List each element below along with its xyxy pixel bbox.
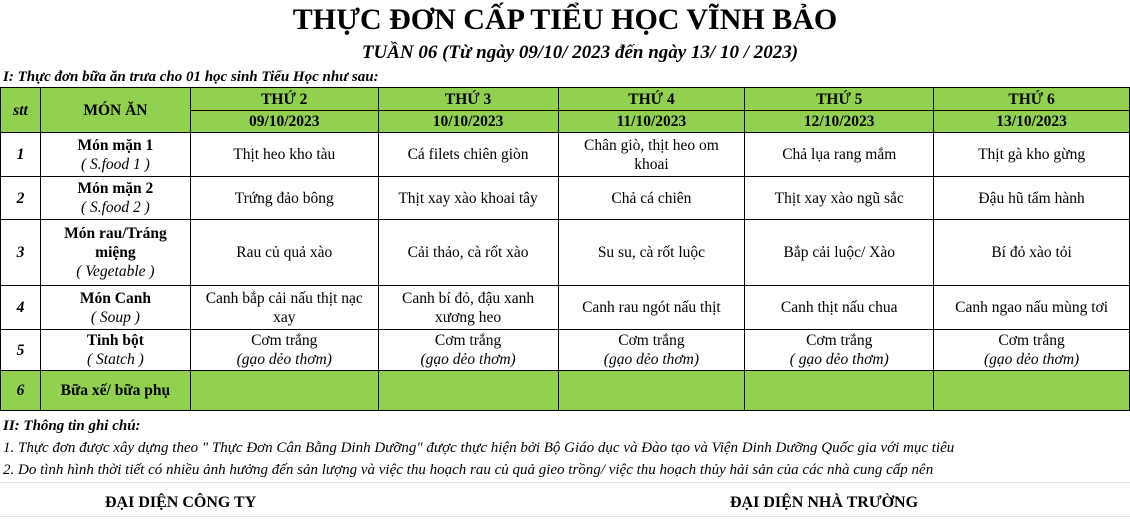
header-date-1: 09/10/2023 bbox=[190, 111, 378, 133]
menu-row bbox=[1, 177, 1130, 220]
header-date-2: 10/10/2023 bbox=[378, 111, 558, 133]
row-6-cell bbox=[558, 371, 745, 411]
menu-cell-line: Cải thảo, cà rốt xào bbox=[407, 244, 529, 261]
row-dish-type bbox=[40, 177, 190, 220]
sheet-gridline bbox=[0, 482, 1130, 483]
row-stt: 3 bbox=[1, 220, 41, 286]
row-6-cell bbox=[190, 371, 378, 411]
menu-cell-line: Thịt xay xào khoai tây bbox=[398, 189, 538, 207]
menu-cell bbox=[190, 330, 378, 371]
menu-cell bbox=[558, 220, 745, 286]
menu-cell-line: Rau củ quả xào bbox=[236, 244, 333, 261]
menu-cell bbox=[934, 330, 1130, 371]
signature-school: ĐẠI DIỆN NHÀ TRƯỜNG bbox=[730, 494, 919, 511]
note-1: 1. Thực đơn được xây dựng theo " Thực Đơn Cân Bằng Dinh Dưỡng" được thực hiện bởi Bộ Giáo dục và Đào tạo và Viện Dinh Dưỡng Quốc gia với mục tiêu bbox=[3, 440, 955, 456]
menu-cell-line: Chân giò, thịt heo om bbox=[584, 136, 719, 154]
menu-cell bbox=[190, 177, 378, 220]
signature-company: ĐẠI DIỆN CÔNG TY bbox=[105, 494, 257, 511]
menu-cell bbox=[558, 286, 745, 330]
menu-cell-line: khoai bbox=[634, 155, 669, 173]
menu-cell bbox=[558, 177, 745, 220]
menu-cell-line: Canh thịt nấu chua bbox=[780, 299, 898, 316]
header-day-4: THỨ 5 bbox=[745, 88, 934, 111]
header-day-5: THỨ 6 bbox=[934, 88, 1130, 111]
menu-cell bbox=[745, 177, 934, 220]
menu-cell bbox=[745, 330, 934, 371]
menu-cell-line: Cơm trắng bbox=[618, 332, 685, 349]
menu-row bbox=[1, 286, 1130, 330]
menu-cell-line: ( gạo dẻo thơm) bbox=[789, 351, 889, 368]
header-day-2: THỨ 3 bbox=[378, 88, 558, 111]
section-2-heading: II: Thông tin ghi chú: bbox=[3, 418, 141, 434]
sheet-gridline bbox=[0, 516, 1130, 517]
row-stt: 2 bbox=[1, 177, 41, 220]
menu-cell-line: Cá filets chiên giòn bbox=[407, 146, 529, 163]
dish-type-name: Món mặn 2 bbox=[77, 180, 154, 197]
menu-cell-line: Đậu hũ tẩm hành bbox=[978, 189, 1085, 207]
menu-cell-line: Thịt gà kho gừng bbox=[978, 146, 1086, 163]
menu-cell bbox=[190, 286, 378, 330]
menu-cell bbox=[190, 133, 378, 177]
menu-cell-line: Thịt xay xào ngũ sắc bbox=[774, 189, 904, 207]
menu-table bbox=[0, 87, 1130, 411]
menu-cell-line: Canh rau ngót nấu thịt bbox=[582, 299, 721, 316]
menu-row bbox=[1, 330, 1130, 371]
menu-cell-line: Bí đỏ xào tỏi bbox=[991, 244, 1072, 261]
menu-cell-line: xương heo bbox=[435, 308, 502, 326]
menu-cell-line: Chả lụa rang mắm bbox=[782, 146, 897, 163]
menu-cell-line: Chả cá chiên bbox=[611, 189, 692, 207]
dish-type-english: ( Statch ) bbox=[86, 351, 144, 368]
row-dish-type bbox=[40, 286, 190, 330]
menu-cell bbox=[745, 220, 934, 286]
row-6-dish: Bữa xế/ bữa phụ bbox=[40, 371, 190, 411]
menu-cell-line: Su su, cà rốt luộc bbox=[597, 244, 706, 261]
menu-cell-line: Canh ngao nấu mùng tơi bbox=[955, 299, 1108, 316]
row-6-cell bbox=[745, 371, 934, 411]
row-dish-type bbox=[40, 220, 190, 286]
menu-cell-line: (gạo dẻo thơm) bbox=[236, 351, 332, 368]
header-date-5: 13/10/2023 bbox=[934, 111, 1130, 133]
menu-cell bbox=[558, 330, 745, 371]
menu-row bbox=[1, 133, 1130, 177]
dish-type-name: Tinh bột bbox=[86, 332, 144, 349]
menu-cell bbox=[378, 133, 558, 177]
menu-cell bbox=[378, 177, 558, 220]
menu-cell-line: (gạo dẻo thơm) bbox=[603, 351, 700, 368]
dish-type-name: Món rau/Tráng miệng bbox=[64, 225, 167, 261]
menu-cell bbox=[934, 286, 1130, 330]
section-1-heading: I: Thực đơn bữa ăn trưa cho 01 học sinh Tiểu Học như sau: bbox=[3, 69, 379, 85]
menu-cell-line: Cơm trắng bbox=[806, 332, 873, 349]
menu-cell bbox=[558, 133, 745, 177]
menu-cell-line: Thịt heo kho tàu bbox=[233, 146, 336, 163]
menu-cell bbox=[378, 286, 558, 330]
row-dish-type bbox=[40, 133, 190, 177]
row-stt: 1 bbox=[1, 133, 41, 177]
menu-cell-line: (gạo dẻo thơm) bbox=[983, 351, 1080, 368]
header-day-3: THỨ 4 bbox=[558, 88, 745, 111]
dish-type-english: ( S.food 2 ) bbox=[80, 199, 150, 216]
menu-cell-line: xay bbox=[273, 308, 296, 326]
week-subtitle: TUẦN 06 (Từ ngày 09/10/ 2023 đến ngày 13/ 10 / 2023) bbox=[361, 42, 799, 63]
header-dish: MÓN ĂN bbox=[40, 88, 190, 133]
menu-cell bbox=[934, 177, 1130, 220]
row-dish-type bbox=[40, 330, 190, 371]
dish-type-name: Món mặn 1 bbox=[77, 136, 154, 154]
header-stt: stt bbox=[1, 88, 41, 133]
menu-cell-line: Cơm trắng bbox=[434, 332, 502, 349]
menu-cell-line: Canh bí đỏ, đậu xanh bbox=[402, 289, 535, 307]
row-6-cell bbox=[378, 371, 558, 411]
menu-cell bbox=[745, 286, 934, 330]
menu-cell-line: Trứng đảo bông bbox=[234, 189, 334, 207]
menu-cell bbox=[745, 133, 934, 177]
menu-cell-line: Canh bắp cải nấu thịt nạc bbox=[205, 289, 363, 307]
header-day-1: THỨ 2 bbox=[190, 88, 378, 111]
dish-type-english: ( S.food 1 ) bbox=[80, 155, 150, 173]
header-date-4: 12/10/2023 bbox=[745, 111, 934, 133]
menu-cell bbox=[190, 220, 378, 286]
dish-type-english: ( Vegetable ) bbox=[76, 263, 155, 280]
row-6-cell bbox=[934, 371, 1130, 411]
dish-type-english: ( Soup ) bbox=[90, 308, 140, 326]
menu-cell-line: Cơm trắng bbox=[998, 332, 1065, 349]
header-date-3: 11/10/2023 bbox=[558, 111, 745, 133]
menu-cell-line: Cơm trắng bbox=[251, 332, 318, 349]
menu-cell bbox=[934, 133, 1130, 177]
menu-row bbox=[1, 220, 1130, 286]
row-stt: 5 bbox=[1, 330, 41, 371]
menu-cell-line: Bắp cải luộc/ Xào bbox=[783, 244, 895, 261]
note-2: 2. Do tình hình thời tiết có nhiều ảnh hưởng đến sản lượng và việc thu hoạch rau củ quả gieo trồng/ việc thu hoạch thủy hải sản của các nhà cung cấp nên bbox=[3, 462, 934, 478]
row-stt: 4 bbox=[1, 286, 41, 330]
dish-type-name: Món Canh bbox=[79, 289, 151, 307]
page-title: THỰC ĐƠN CẤP TIỂU HỌC VĨNH BẢO bbox=[292, 3, 838, 36]
row-6-stt: 6 bbox=[1, 371, 41, 411]
menu-cell bbox=[378, 220, 558, 286]
menu-cell bbox=[378, 330, 558, 371]
menu-cell-line: (gạo dẻo thơm) bbox=[420, 351, 516, 368]
menu-cell bbox=[934, 220, 1130, 286]
